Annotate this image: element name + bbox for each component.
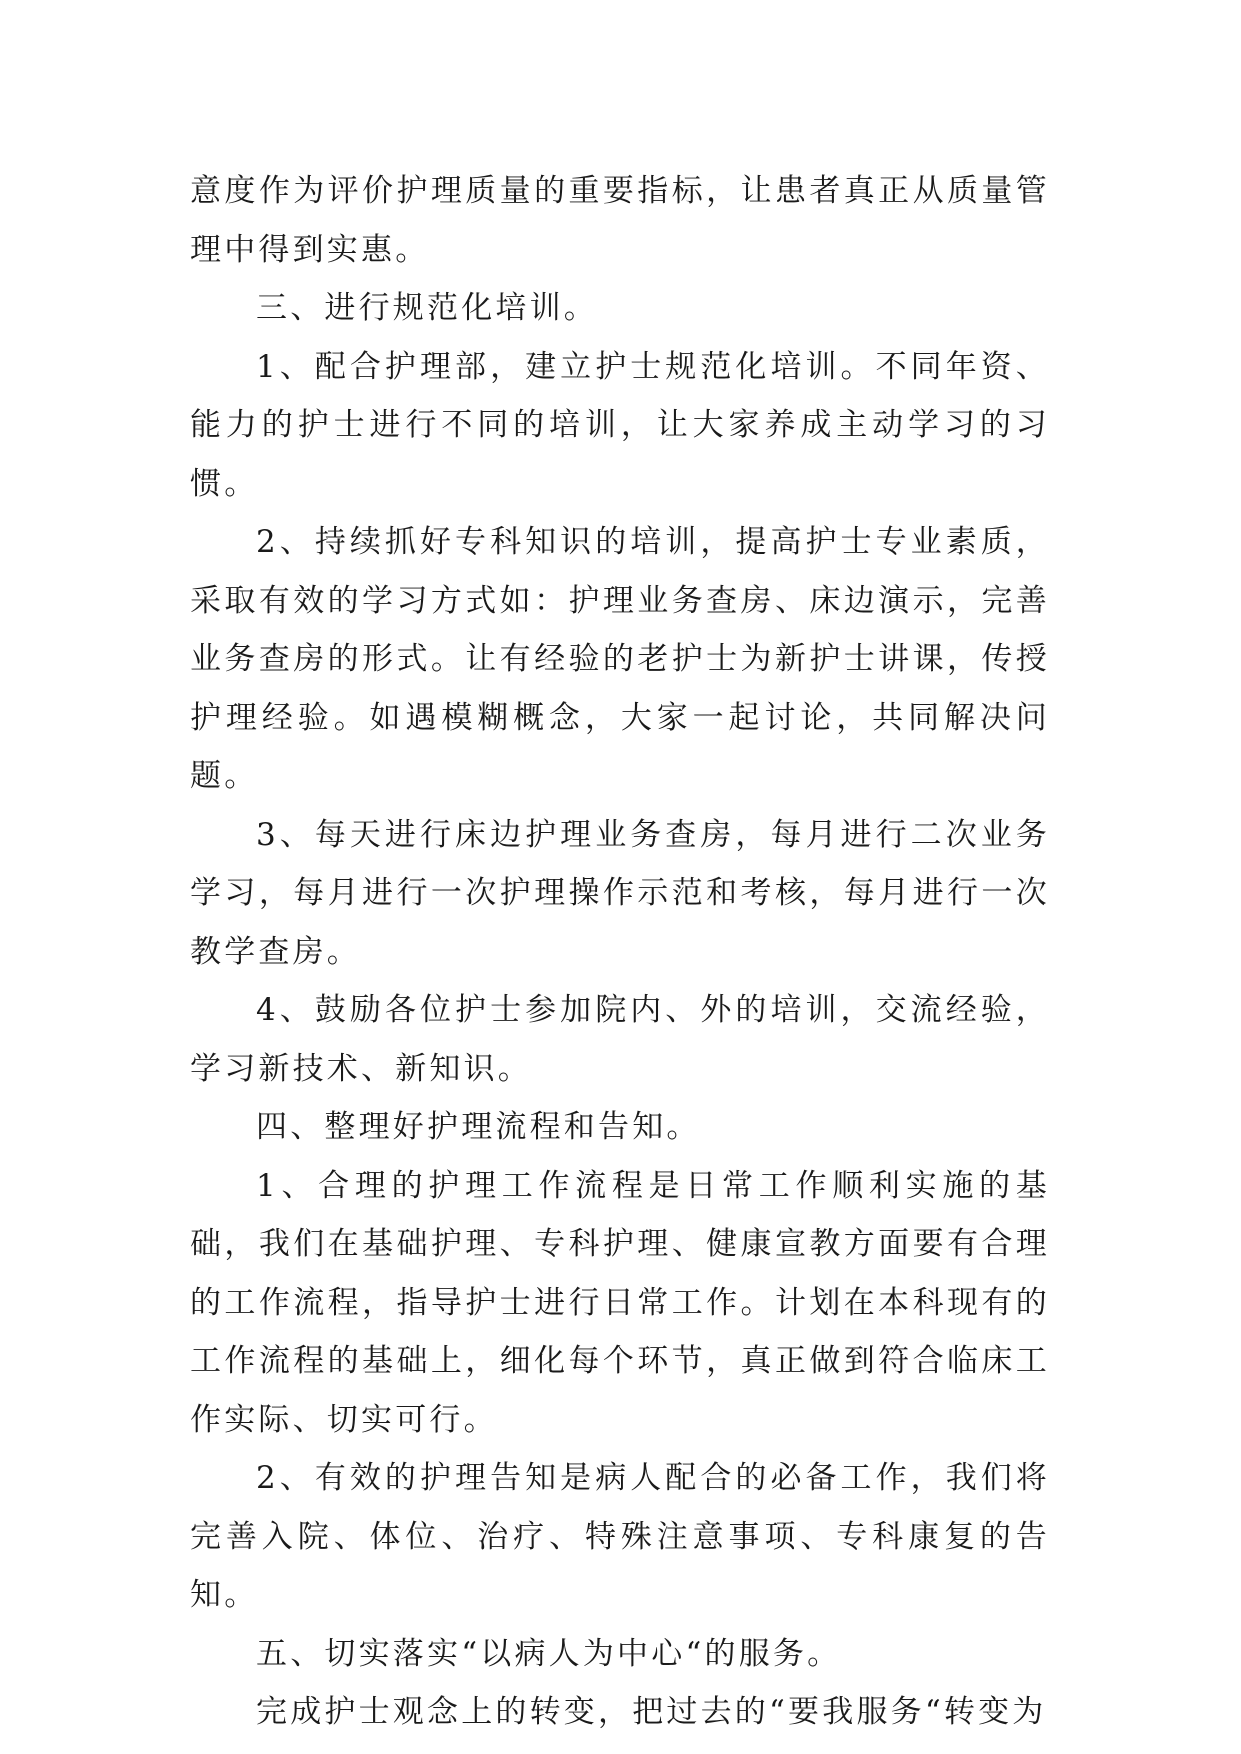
- paragraph-5-1: 完成护士观念上的转变，把过去的“要我服务“转变为: [256, 1694, 1047, 1730]
- paragraph-3-1: 1、配合护理部，建立护士规范化培训。不同年资、能力的护士进行不同的培训，让大家养成主动学习的习惯。: [190, 348, 1050, 502]
- paragraph-3-2: 2、持续抓好专科知识的培训，提高护士专业素质，采取有效的学习方式如：护理业务查房、床边演示，完善业务查房的形式。让有经验的老护士为新护士讲课，传授护理经验。如遇模糊概念，大家一起讨论，共同解决问题。: [190, 524, 1050, 794]
- section-heading-4: 四、整理好护理流程和告知。: [256, 1109, 701, 1145]
- paragraph-4-2: 2、有效的护理告知是病人配合的必备工作，我们将完善入院、体位、治疗、特殊注意事项、专科康复的告知。: [190, 1460, 1050, 1613]
- paragraph-3-3: 3、每天进行床边护理业务查房，每月进行二次业务学习，每月进行一次护理操作示范和考核，每月进行一次教学查房。: [190, 816, 1050, 970]
- section-heading-3: 三、进行规范化培训。: [256, 290, 598, 326]
- document-body: [190, 162, 1050, 1742]
- paragraph-3-4: 4、鼓励各位护士参加院内、外的培训，交流经验，学习新技术、新知识。: [190, 992, 1050, 1087]
- paragraph-4-1: 1、合理的护理工作流程是日常工作顺利实施的基础，我们在基础护理、专科护理、健康宣教方面要有合理的工作流程，指导护士进行日常工作。计划在本科现有的工作流程的基础上，细化每个环节，真正做到符合临床工作实际、切实可行。: [190, 1167, 1050, 1438]
- section-heading-5: 五、切实落实“以病人为中心“的服务。: [256, 1635, 842, 1672]
- paragraph-continuation: 意度作为评价护理质量的重要指标，让患者真正从质量管理中得到实惠。: [190, 173, 1050, 268]
